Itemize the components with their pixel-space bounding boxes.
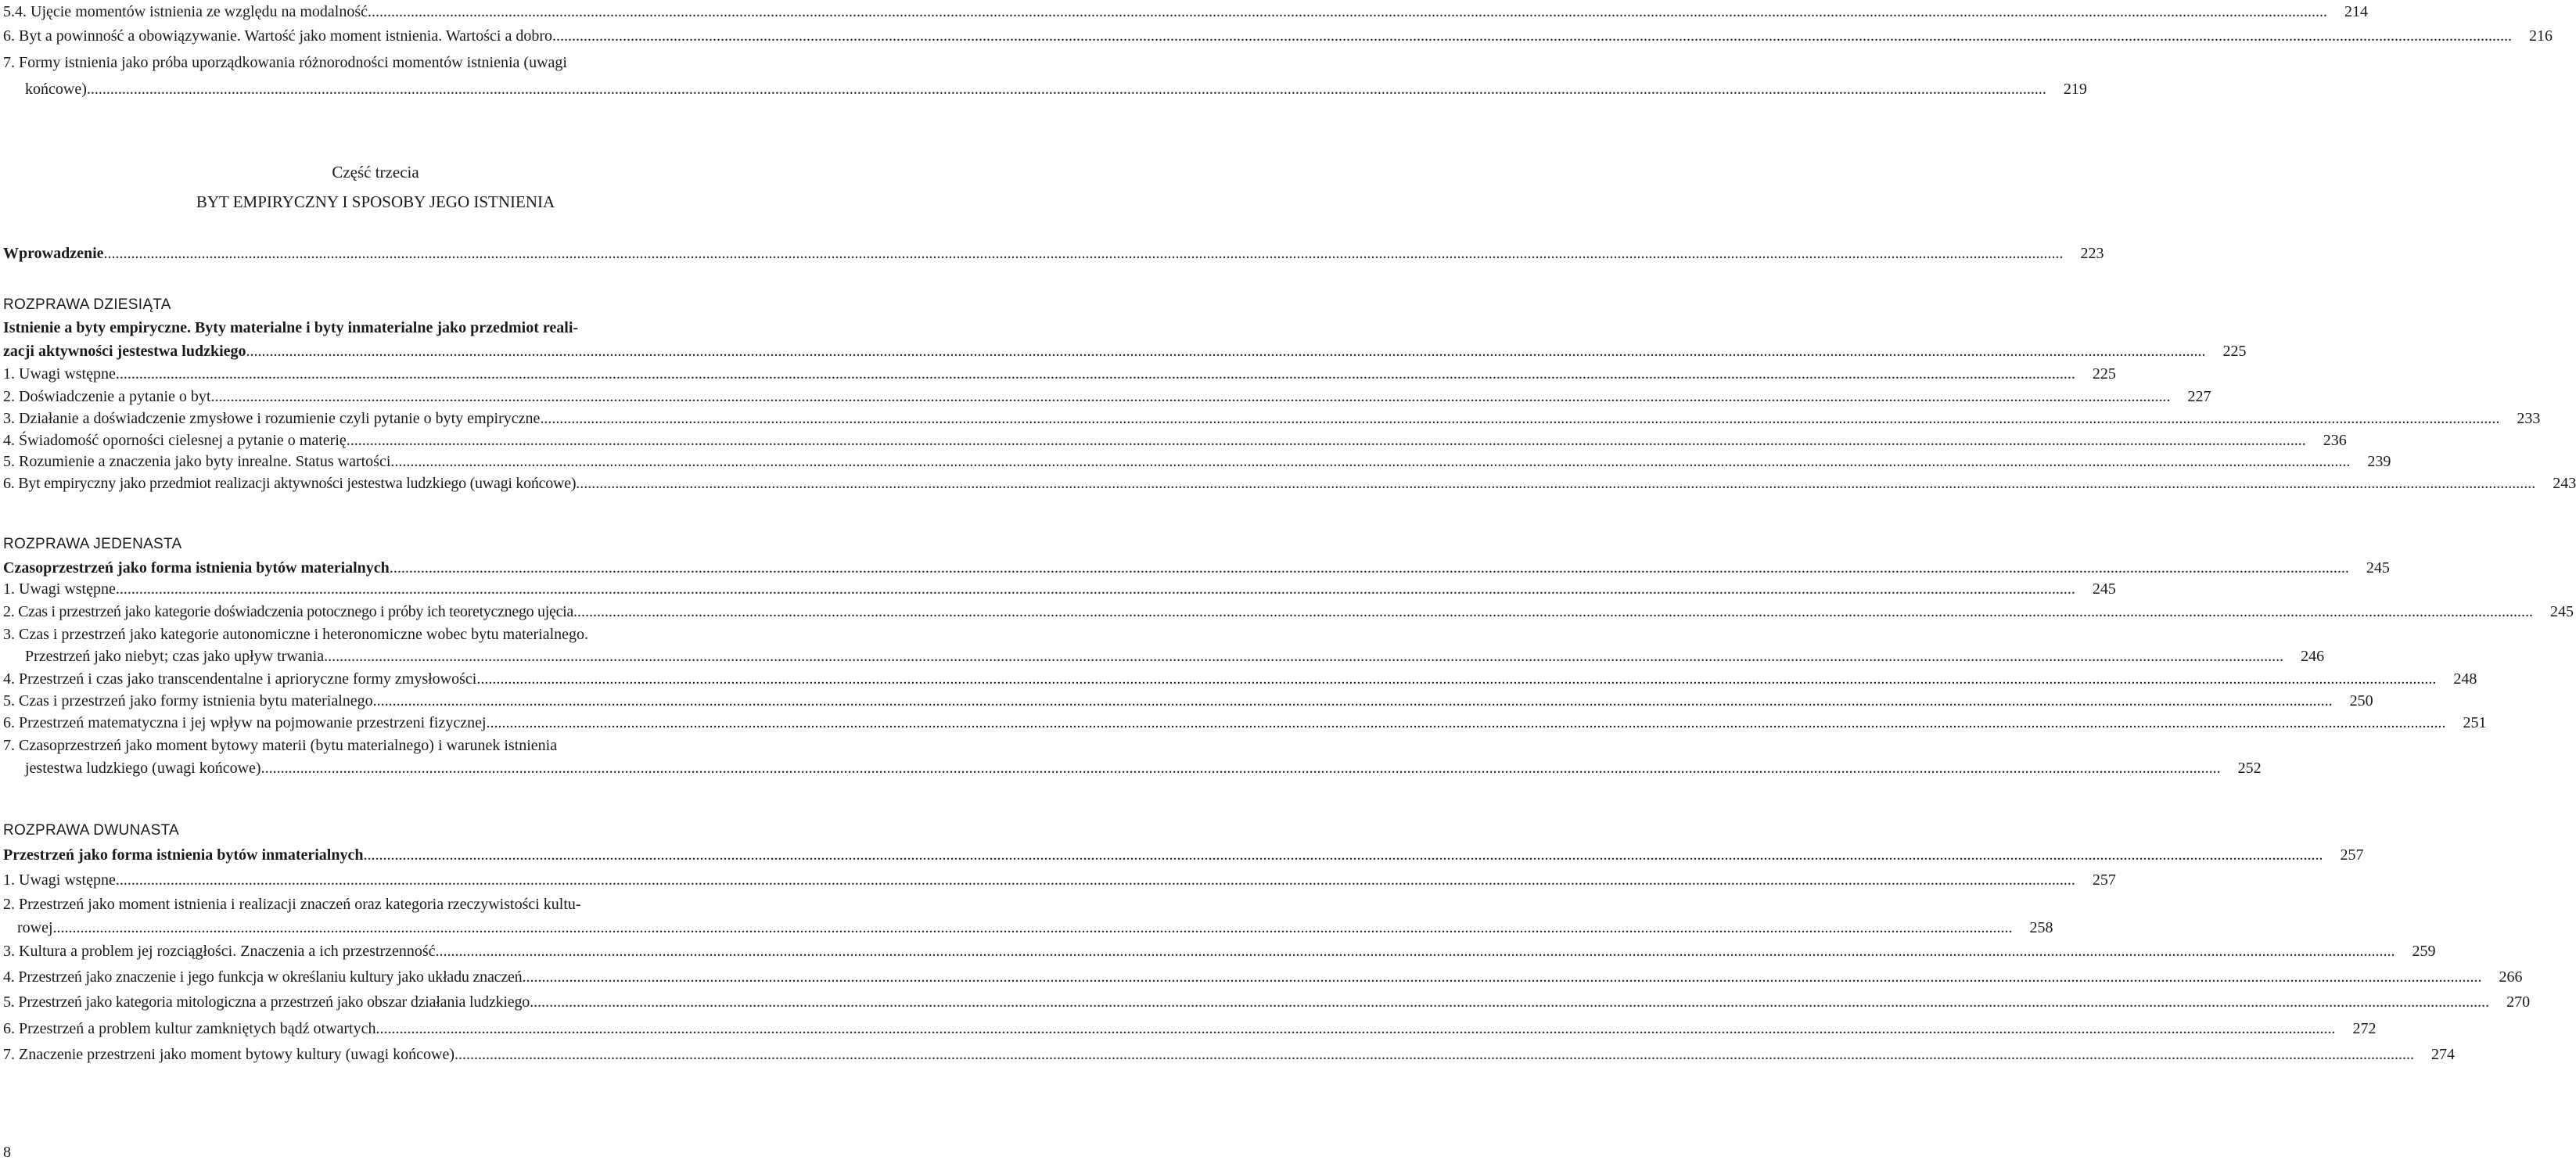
page-ref: 257	[2340, 846, 2364, 864]
page-ref: 245	[2366, 559, 2390, 577]
toc-entry-line: 7. Formy istnienia jako próba uporządkowania różnorodności momentów istnienia (uwagi	[3, 54, 567, 71]
toc-entry: jestestwa ludzkiego (uwagi końcowe) ..... 252	[3, 756, 751, 780]
section-title-entry: Czasoprzestrzeń jako forma istnienia bytów materialnych ..... 245	[3, 556, 751, 580]
page-ref: 270	[2506, 993, 2531, 1011]
toc-entry-introduction: Wprowadzenie ..... 223	[3, 242, 751, 265]
toc-entry: 1. Uwagi wstępne ..... 245	[3, 577, 751, 601]
page-ref: 250	[2349, 692, 2373, 710]
page-ref: 252	[2237, 760, 2262, 777]
page-ref: 248	[2453, 670, 2477, 688]
page-ref: 227	[2187, 388, 2211, 405]
page-ref: 245	[2550, 603, 2574, 620]
section-title-entry: zacji aktywności jestestwa ludzkiego ..... 225	[3, 340, 751, 363]
page-ref: 219	[2063, 81, 2087, 98]
toc-entry-line: 3. Czas i przestrzeń jako kategorie autonomiczne i heteronomiczne wobec bytu materialnego.	[3, 626, 589, 643]
toc-entry: 6. Przestrzeń a problem kultur zamkniętych bądź otwartych ..... 272	[3, 1017, 751, 1040]
page-number: 8	[3, 1144, 11, 1161]
toc-entry: 7. Znaczenie przestrzeni jako moment bytowy kultury (uwagi końcowe) ..... 274	[3, 1043, 751, 1066]
page-ref: 257	[2092, 871, 2116, 889]
section-heading: ROZPRAWA DWUNASTA	[3, 822, 180, 839]
page-ref: 274	[2431, 1046, 2456, 1063]
page-ref: 233	[2517, 410, 2541, 427]
toc-entry: 5.4. Ujęcie momentów istnienia ze względu na modalność ..... 214	[3, 0, 751, 23]
page-ref: 216	[2529, 27, 2553, 45]
page-ref: 214	[2344, 3, 2368, 20]
page-ref: 223	[2080, 245, 2104, 262]
toc-entry: 5. Czas i przestrzeń jako formy istnienia bytu materialnego ..... 250	[3, 689, 751, 713]
toc-entry: 5. Przestrzeń jako kategoria mitologiczna a przestrzeń jako obszar działania ludzkiego ..... 270	[3, 990, 751, 1014]
page-ref: 225	[2222, 343, 2247, 360]
page-ref: 243	[2553, 475, 2576, 492]
part-subtitle: BYT EMPIRYCZNY I SPOSOBY JEGO ISTNIENIA	[196, 192, 555, 211]
toc-entry: 6. Przestrzeń matematyczna i jej wpływ na pojmowanie przestrzeni fizycznej ..... 251	[3, 711, 751, 735]
toc-entry: 4. Świadomość oporności cielesnej a pytanie o materię ..... 236	[3, 429, 751, 452]
toc-entry: 5. Rozumienie a znaczenia jako byty inrealne. Status wartości ..... 239	[3, 450, 751, 473]
section-heading: ROZPRAWA JEDENASTA	[3, 536, 182, 552]
section-title-entry: Przestrzeń jako forma istnienia bytów inmaterialnych ..... 257	[3, 843, 751, 867]
page-ref: 225	[2092, 365, 2116, 383]
page-ref: 272	[2352, 1020, 2377, 1037]
page-ref: 266	[2499, 968, 2523, 986]
toc-entry: 4. Przestrzeń jako znaczenie i jego funkcja w określaniu kultury jako układu znaczeń ..... 266	[3, 965, 751, 989]
toc-entry: 4. Przestrzeń i czas jako transcendentalne i aprioryczne formy zmysłowości ..... 248	[3, 667, 751, 691]
part-title: Część trzecia	[332, 163, 419, 181]
page-ref: 259	[2412, 943, 2436, 960]
toc-entry: 6. Byt empiryczny jako przedmiot realizacji aktywności jestestwa ludzkiego (uwagi końcowe) ..... 243	[3, 472, 751, 495]
page-ref: 258	[2029, 919, 2053, 936]
toc-entry: 2. Doświadczenie a pytanie o byt ..... 227	[3, 385, 751, 408]
page-ref: 245	[2092, 580, 2116, 598]
toc-entry: 1. Uwagi wstępne ..... 225	[3, 362, 751, 386]
toc-entry: rowej ..... 258	[3, 916, 751, 939]
toc-entry: Przestrzeń jako niebyt; czas jako upływ trwania ..... 246	[3, 645, 751, 668]
toc-entry: końcowe) ..... 219	[3, 77, 751, 101]
toc-entry: 3. Kultura a problem jej rozciągłości. Znaczenia a ich przestrzenność ..... 259	[3, 939, 751, 963]
page-ref: 246	[2301, 648, 2325, 665]
toc-entry: 2. Czas i przestrzeń jako kategorie doświadczenia potocznego i próby ich teoretycznego ujęcia ..... 245	[3, 600, 751, 623]
toc-entry-line: 2. Przestrzeń jako moment istnienia i realizacji znaczeń oraz kategoria rzeczywistości kultu-	[3, 896, 581, 913]
toc-entry: 1. Uwagi wstępne ..... 257	[3, 868, 751, 892]
toc-entry: 6. Byt a powinność a obowiązywanie. Wartość jako moment istnienia. Wartości a dobro ..... 216	[3, 24, 751, 48]
section-heading: ROZPRAWA DZIESIĄTA	[3, 296, 171, 313]
section-title: Istnienie a byty empiryczne. Byty materialne i byty inmaterialne jako przedmiot reali-	[3, 319, 579, 336]
toc-entry: 3. Działanie a doświadczenie zmysłowe i rozumienie czyli pytanie o byty empiryczne ..... 233	[3, 407, 751, 430]
toc-entry-line: 7. Czasoprzestrzeń jako moment bytowy materii (bytu materialnego) i warunek istnienia	[3, 737, 558, 754]
page-ref: 251	[2463, 714, 2487, 731]
page-ref: 236	[2323, 432, 2347, 449]
page-ref: 239	[2367, 453, 2391, 470]
